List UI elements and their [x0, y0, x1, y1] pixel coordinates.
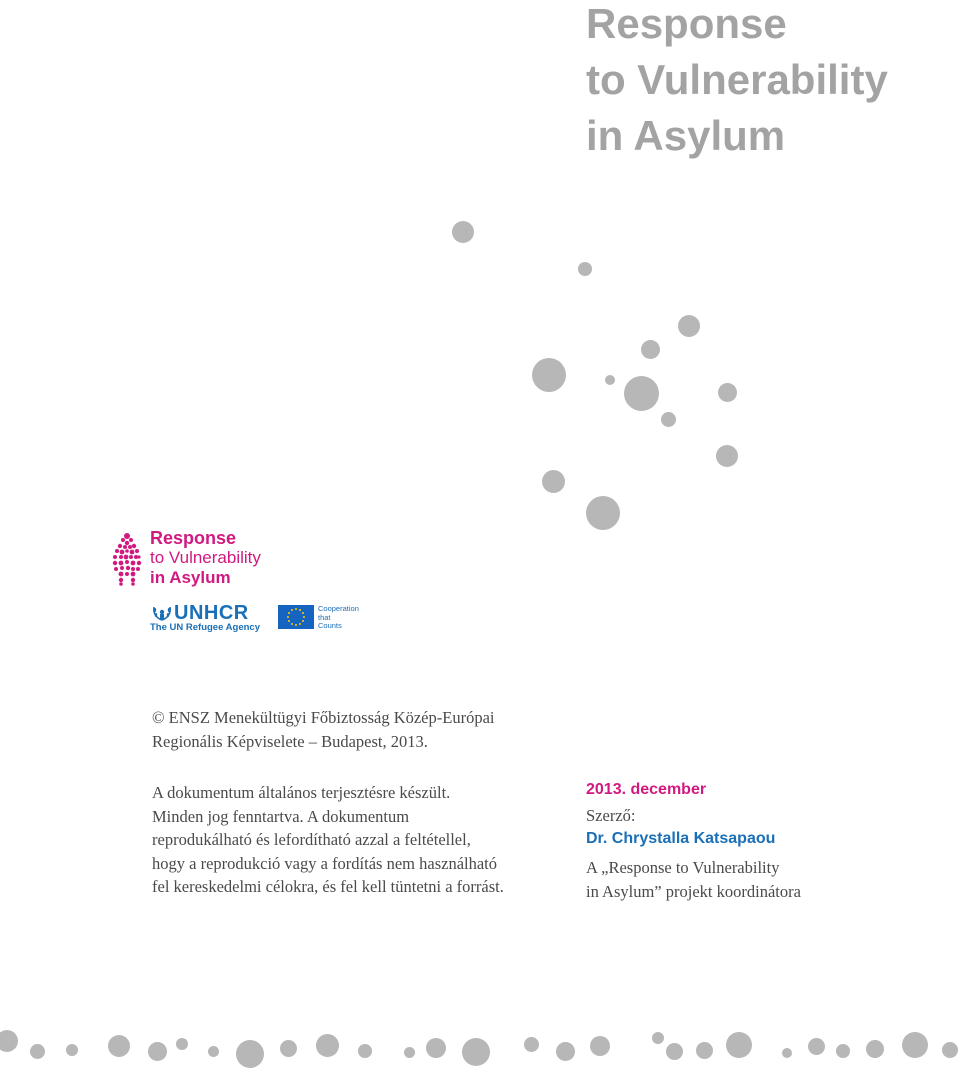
decorative-dot — [532, 358, 566, 392]
decorative-dot — [0, 1030, 18, 1052]
author-name: Dr. Chrystalla Katsapaou — [586, 830, 776, 847]
decorative-dot — [452, 221, 474, 243]
copyright-line-1: © ENSZ Menekültügyi Főbiztosság Közép-Európai — [152, 708, 495, 727]
decorative-dot — [176, 1038, 188, 1050]
copyright-notice — [152, 706, 494, 753]
decorative-dot — [641, 340, 660, 359]
project-logo — [112, 528, 372, 598]
logo-line-2: to Vulnerability — [150, 548, 261, 567]
decorative-dot — [426, 1038, 446, 1058]
project-logo-text — [150, 528, 261, 588]
logo-line-3: in Asylum — [150, 568, 231, 587]
decorative-dot — [782, 1048, 792, 1058]
decorative-dot — [624, 376, 659, 411]
decorative-dot — [30, 1044, 45, 1059]
decorative-dot — [590, 1036, 610, 1056]
document-title — [586, 0, 946, 164]
publication-date: 2013. december — [586, 781, 707, 798]
author-label: Szerző: — [586, 806, 636, 825]
decorative-dot — [678, 315, 700, 337]
eu-flag-icon — [278, 605, 314, 629]
decorative-dot — [280, 1040, 297, 1057]
rights-line-1: A dokumentum általános terjesztésre készült. — [152, 783, 451, 802]
title-line-2: to Vulnerability — [586, 56, 888, 103]
unhcr-logo — [150, 604, 260, 634]
decorative-dot — [666, 1043, 683, 1060]
decorative-dot — [661, 412, 676, 427]
person-figure-icon — [112, 532, 142, 586]
decorative-dot — [866, 1040, 884, 1058]
decorative-dot — [404, 1047, 415, 1058]
title-line-3: in Asylum — [586, 112, 786, 159]
decorative-dot — [808, 1038, 825, 1055]
rights-notice — [152, 781, 504, 899]
eu-logo — [278, 605, 378, 631]
decorative-dot — [524, 1037, 539, 1052]
title-line-1: Response — [586, 0, 787, 47]
decorative-dot — [236, 1040, 264, 1068]
rights-line-2: Minden jog fenntartva. A dokumentum — [152, 806, 410, 826]
eu-stars-icon — [278, 605, 314, 629]
decorative-dot — [836, 1044, 850, 1058]
decorative-dot — [716, 445, 738, 467]
author-role — [586, 856, 801, 903]
unhcr-subtitle: The UN Refugee Agency — [150, 622, 260, 633]
decorative-dot — [462, 1038, 490, 1066]
decorative-dot — [556, 1042, 575, 1061]
logo-line-1: Response — [150, 528, 237, 548]
author-role-line-1: A „Response to Vulnerability — [586, 858, 780, 877]
decorative-dot — [578, 262, 592, 276]
decorative-dot — [726, 1032, 752, 1058]
decorative-dot — [652, 1032, 664, 1044]
unhcr-emblem-icon — [151, 604, 173, 622]
decorative-dot — [108, 1035, 130, 1057]
unhcr-name: UNHCR — [174, 602, 249, 624]
decorative-dot — [902, 1032, 928, 1058]
decorative-dot — [358, 1044, 372, 1058]
eu-slogan: Cooperation that Counts — [318, 604, 359, 630]
decorative-dot — [942, 1042, 958, 1058]
decorative-dot — [696, 1042, 713, 1059]
decorative-dot — [316, 1034, 339, 1057]
decorative-dot — [586, 496, 620, 530]
rights-line-5: fel kereskedelmi célokra, és fel kell tüntetni a forrást. — [152, 877, 504, 896]
rights-line-3: reprodukálható és lefordítható azzal a feltétellel, — [152, 830, 471, 849]
decorative-dot — [718, 383, 737, 402]
decorative-dot — [542, 470, 565, 493]
author-role-line-2: in Asylum” projekt koordinátora — [586, 881, 801, 901]
rights-line-4: hogy a reprodukció vagy a fordítás nem használható — [152, 853, 498, 873]
copyright-line-2: Regionális Képviselete – Budapest, 2013. — [152, 731, 428, 751]
decorative-dot — [208, 1046, 219, 1057]
decorative-dot — [148, 1042, 167, 1061]
decorative-dot — [66, 1044, 78, 1056]
decorative-dot — [605, 375, 615, 385]
